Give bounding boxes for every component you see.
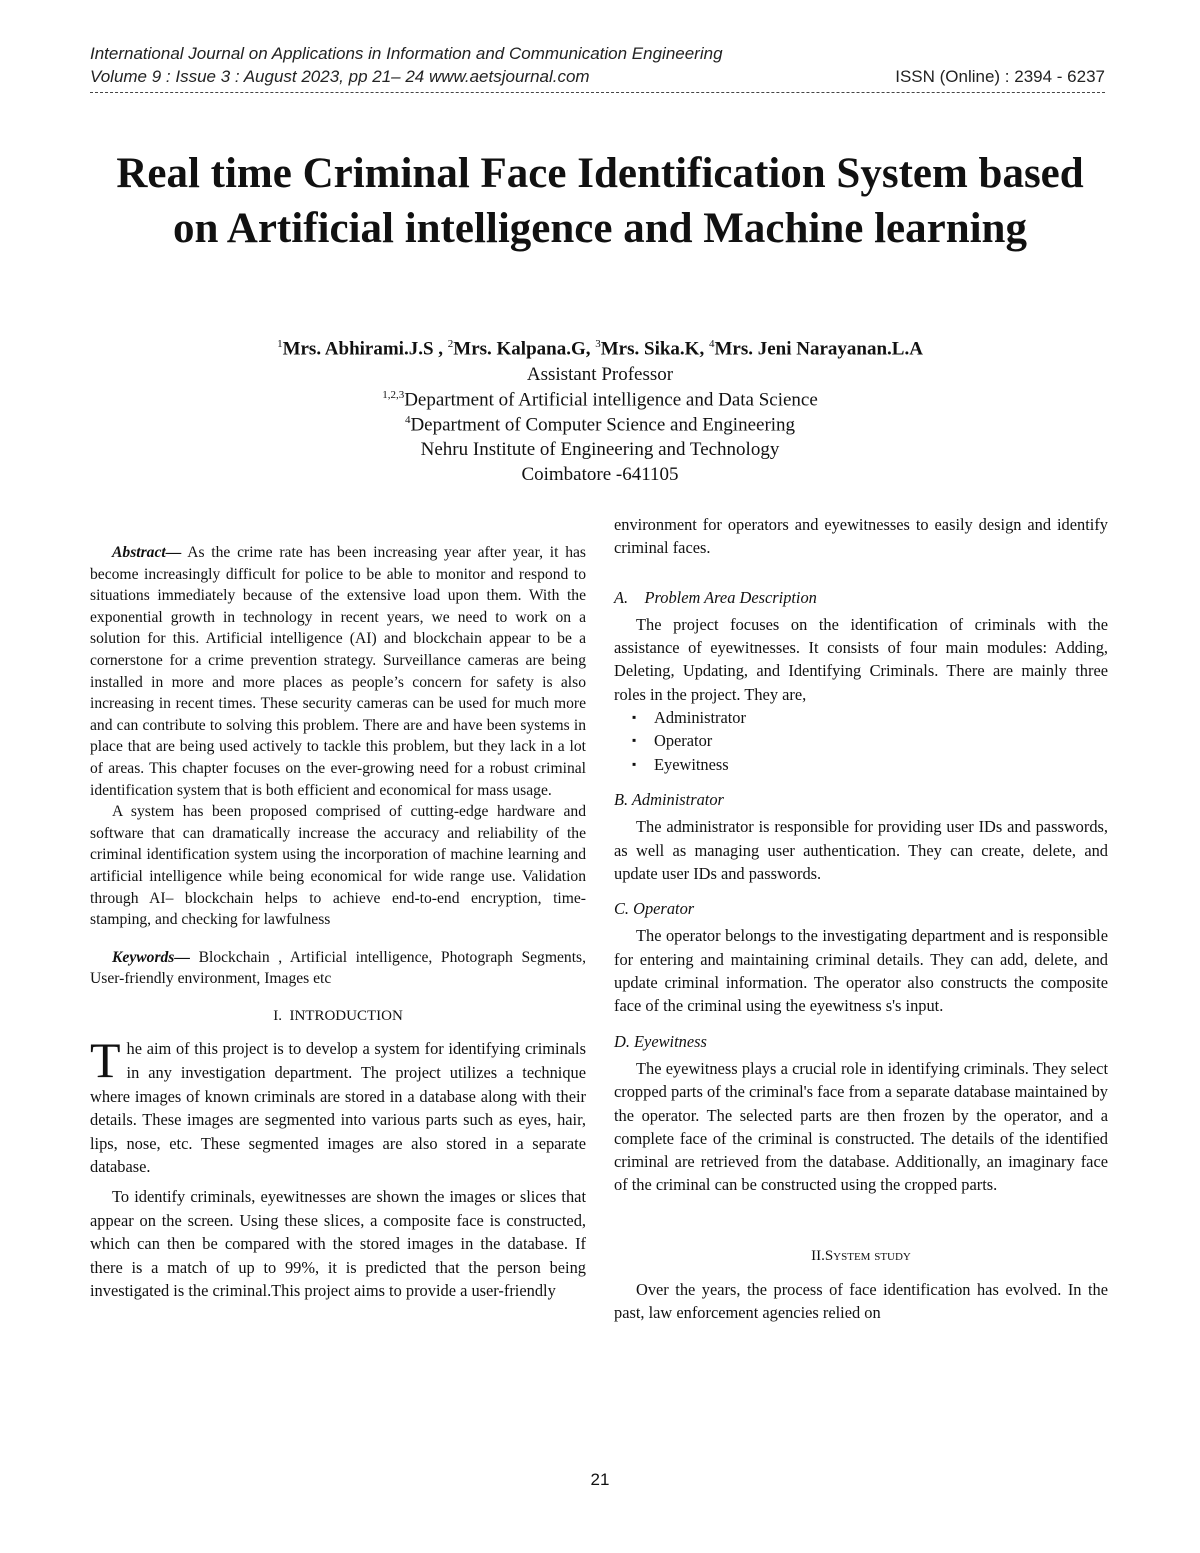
paper-title: Real time Criminal Face Identification System based on Artificial intelligence and Machine learning bbox=[116, 150, 1084, 252]
keywords-paragraph bbox=[90, 947, 586, 990]
institute-name: Nehru Institute of Engineering and Technology bbox=[420, 439, 780, 460]
abstract-paragraph-2: A system has been proposed comprised of cutting-edge hardware and software that can dramatically increase the accuracy and reliability of the criminal identification system using the incorporation of machine learning and artificial intelligence while being economical for wide range use. Validation through AI– blockchain helps to achieve end-to-end encryption, time-stamping, and checking for lawfulness bbox=[90, 803, 586, 929]
author-1: Mrs. Abhirami.J.S , bbox=[282, 338, 448, 360]
department-2-text: Department of Computer Science and Engineering bbox=[410, 414, 796, 436]
introduction-first-letter: I bbox=[289, 1007, 295, 1024]
department-1-text: Department of Artificial intelligence and Data Science bbox=[404, 389, 818, 411]
eyewitness-paragraph: The eyewitness plays a crucial role in identifying criminals. They select cropped parts of the criminal's face from a separate database maintained by the operator. The selected parts are then frozen by the operator, and a complete face of the criminal is constructed. The details of the identified criminal are retrieved from the database. Additionally, an imaginary face of the criminal can be constructed using the cropped parts. bbox=[614, 1058, 1108, 1195]
problem-area-paragraph: The project focuses on the identification of criminals with the assistance of eyewitnesses. It consists of four main modules: Adding, Deleting, Updating, and Identifying Criminals. There are mainly three roles in the project. They are, bbox=[614, 614, 1108, 704]
left-column bbox=[90, 542, 586, 1303]
department-1 bbox=[100, 389, 1100, 411]
author-list bbox=[100, 338, 1100, 360]
author-3: Mrs. Sika.K, bbox=[600, 338, 709, 360]
role-item: ▪ Administrator bbox=[632, 706, 1108, 729]
drop-cap: T bbox=[90, 1032, 121, 1089]
department-2-number: 4 bbox=[404, 414, 411, 426]
intro-paragraph-1 bbox=[90, 1032, 586, 1179]
role-item: ▪ Operator bbox=[632, 729, 1108, 752]
author-role: Assistant Professor bbox=[526, 364, 674, 385]
system-study-paragraph: Over the years, the process of face identification has evolved. In the past, law enforcement agencies relied on bbox=[614, 1280, 1108, 1323]
right-column bbox=[614, 513, 1108, 1325]
introduction-number: I. bbox=[273, 1007, 282, 1024]
problem-area-heading: A. Problem Area Description bbox=[614, 587, 817, 607]
keywords-label: Keywords— bbox=[112, 948, 190, 966]
author-4-number: 4 bbox=[708, 338, 715, 350]
institute-city: Coimbatore -641105 bbox=[521, 464, 679, 485]
department-2 bbox=[100, 414, 1100, 436]
keywords-text: Blockchain , Artificial intelligence, Photograph Segments, User-friendly environment, Images etc bbox=[90, 948, 586, 988]
operator-heading: C. Operator bbox=[614, 899, 695, 919]
operator-paragraph: The operator belongs to the investigating department and is responsible for entering and maintaining criminal details. They can add, delete, and update criminal information. The operator also constructs the composite face of the criminal using the eyewitness s's input. bbox=[614, 926, 1108, 1016]
administrator-heading: B. Administrator bbox=[614, 789, 724, 809]
introduction-heading bbox=[90, 1006, 586, 1028]
intro-paragraph-1-text: he aim of this project is to develop a system for identifying criminals in any investigation department. The project utilizes a technique where images of known criminals are stored in a database along with their details. These images are segmented into various parts such as eyes, hair, lips, nose, etc. These segmented images are also stored in a separate database. bbox=[90, 1039, 586, 1177]
system-study-heading bbox=[614, 1245, 1108, 1268]
journal-name: International Journal on Applications in Information and Communication Engineering bbox=[90, 44, 723, 63]
roles-list bbox=[632, 706, 1108, 776]
abstract-label: Abstract— bbox=[112, 544, 182, 561]
eyewitness-heading: D. Eyewitness bbox=[614, 1031, 707, 1051]
role-item: ▪ Eyewitness bbox=[632, 753, 1108, 776]
page-number: 21 bbox=[590, 1470, 610, 1489]
author-2-number: 2 bbox=[447, 338, 454, 350]
introduction-title: NTRODUCTION bbox=[294, 1007, 403, 1024]
volume-line bbox=[90, 67, 1105, 87]
author-3-number: 3 bbox=[595, 338, 601, 350]
header-divider bbox=[90, 92, 1105, 93]
author-1-number: 1 bbox=[277, 338, 283, 350]
intro-paragraph-2: To identify criminals, eyewitnesses are shown the images or slices that appear on the screen. Using these slices, a composite face is constructed, which can then be compared with the stored images in the database. If there is a match of up to 99%, it is predicted that the person being investigated is the criminal.This project aims to provide a user-friendly bbox=[90, 1187, 586, 1301]
author-4: Mrs. Jeni Narayanan.L.A bbox=[714, 338, 923, 360]
abstract-text: As the crime rate has been increasing year after year, it has become increasingly difficult for police to be able to monitor and respond to situations immediately because of the extensive load upon them. With the exponential growth in technology in recent years, we need to work on a solution for this. Artificial intelligence (AI) and blockchain appear to be a cornerstone for a crime prevention strategy. Surveillance cameras are being installed in more and more places as people’s concern for safety is also increasing in recent times. These security cameras can be used for much more and can contribute to solving this problem. There are and have been systems in place that are being used actively to tackle this problem, but they lack in a lot of areas. This chapter focuses on the ever-growing need for a robust criminal identification system that is both efficient and economical for mass usage. bbox=[90, 544, 586, 799]
abstract-paragraph bbox=[90, 542, 586, 801]
issn-text: ISSN (Online) : 2394 - 6237 bbox=[895, 67, 1105, 86]
author-2: Mrs. Kalpana.G, bbox=[453, 338, 596, 360]
system-study-title: II.System study bbox=[811, 1247, 911, 1264]
intro-continuation: environment for operators and eyewitnesses to easily design and identify criminal faces. bbox=[614, 515, 1108, 558]
administrator-paragraph: The administrator is responsible for providing user IDs and passwords, as well as managing user authentication. They can create, delete, and update user IDs and passwords. bbox=[614, 817, 1108, 883]
department-1-number: 1,2,3 bbox=[382, 389, 405, 401]
volume-text: Volume 9 : Issue 3 : August 2023, pp 21– 24 www.aetsjournal.com bbox=[90, 67, 590, 86]
